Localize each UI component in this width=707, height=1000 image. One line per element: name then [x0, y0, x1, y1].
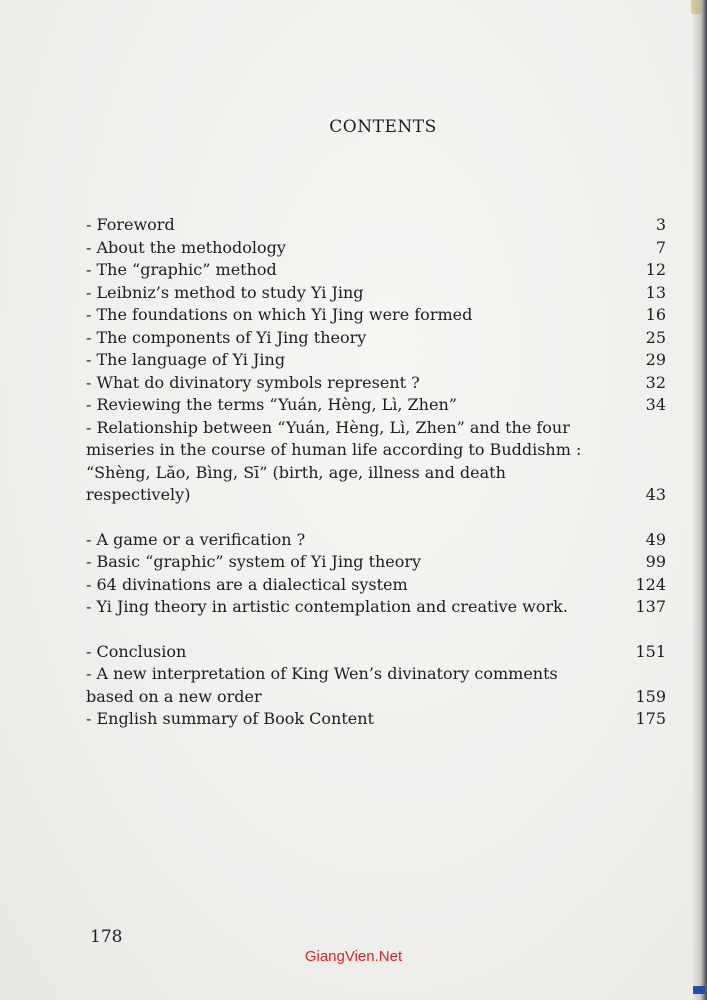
toc-entry-title: - The language of Yi Jing — [86, 350, 286, 369]
toc-entry-title: - Conclusion — [86, 641, 187, 661]
site-watermark: GiangVien.Net — [304, 948, 403, 965]
toc-entry-page: 34 — [645, 395, 666, 414]
toc-entry-title: - Foreword — [86, 215, 175, 234]
toc-entry — [86, 641, 666, 664]
toc-group-2 — [86, 529, 666, 619]
page-number: 178 — [90, 927, 123, 947]
toc-entry — [86, 663, 666, 708]
page-title: CONTENTS — [329, 117, 437, 137]
toc-entry-title: - Yi Jing theory in artistic contemplation and creative work. — [86, 597, 568, 616]
toc-entry-page: 29 — [645, 350, 666, 369]
toc-entry-page: 13 — [645, 282, 666, 302]
toc-entry — [86, 372, 666, 395]
toc-entry — [86, 708, 666, 731]
toc-entry-title: - The foundations on which Yi Jing were formed — [86, 305, 473, 324]
toc-entry-page: 99 — [645, 552, 666, 571]
toc-entry-page: 16 — [645, 305, 666, 324]
table-of-contents — [86, 214, 666, 731]
toc-entry — [86, 282, 666, 305]
toc-entry-title: - What do divinatory symbols represent ? — [86, 372, 420, 392]
toc-entry-page: 3 — [655, 215, 666, 234]
toc-entry-title: - Relationship between “Yuán, Hèng, Lì, Zhen” and the four miseries in the course of human life according to Buddishm : “Shèng, Lăo, Bìng, Sī” (birth, age, illness and death respectively) — [86, 417, 582, 504]
toc-entry-page: 7 — [655, 237, 666, 257]
toc-entry-title: - The “graphic” method — [86, 260, 277, 279]
toc-entry — [86, 529, 666, 552]
toc-entry-title: - Reviewing the terms “Yuán, Hèng, Lì, Zhen” — [86, 395, 457, 414]
toc-entry — [86, 259, 666, 282]
toc-entry-page: 159 — [635, 686, 666, 706]
toc-entry-page: 43 — [645, 485, 666, 504]
toc-entry — [86, 237, 666, 260]
toc-entry-page: 25 — [645, 327, 666, 347]
corner-stain — [691, 0, 701, 14]
toc-entry — [86, 417, 666, 507]
toc-entry-page: 12 — [645, 260, 666, 279]
toc-group-1 — [86, 214, 666, 507]
toc-entry-title: - Basic “graphic” system of Yi Jing theory — [86, 552, 422, 571]
toc-entry — [86, 214, 666, 237]
toc-entry-title: - Leibniz’s method to study Yi Jing — [86, 282, 364, 302]
toc-entry-page: 49 — [645, 529, 666, 549]
toc-entry-title: - A new interpretation of King Wen’s divinatory comments based on a new order — [86, 664, 558, 706]
toc-entry — [86, 304, 666, 327]
toc-entry-title: - A game or a verification ? — [86, 529, 306, 549]
toc-entry-page: 175 — [635, 709, 666, 728]
toc-entry-page: 151 — [635, 641, 666, 661]
toc-entry — [86, 596, 666, 619]
group-spacer — [86, 619, 666, 641]
toc-entry — [86, 327, 666, 350]
toc-entry-page: 32 — [645, 372, 666, 392]
toc-entry — [86, 349, 666, 372]
page-edge-shadow — [693, 0, 707, 1000]
group-spacer — [86, 507, 666, 529]
toc-entry — [86, 394, 666, 417]
toc-entry-title: - 64 divinations are a dialectical system — [86, 574, 408, 594]
toc-entry-page: 124 — [635, 574, 666, 594]
toc-entry-title: - English summary of Book Content — [86, 709, 374, 728]
toc-entry-title: - About the methodology — [86, 237, 286, 257]
toc-entry — [86, 574, 666, 597]
toc-group-3 — [86, 641, 666, 731]
toc-entry — [86, 551, 666, 574]
toc-entry-title: - The components of Yi Jing theory — [86, 327, 367, 347]
toc-entry-page: 137 — [635, 597, 666, 616]
corner-tab — [693, 986, 705, 994]
